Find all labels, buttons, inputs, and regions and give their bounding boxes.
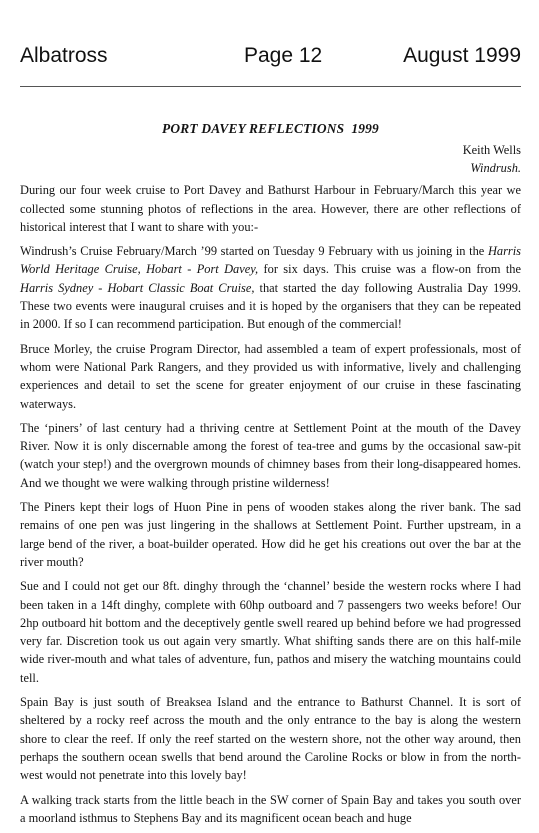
publication-name: Albatross (20, 44, 108, 67)
paragraph-2 (20, 242, 521, 333)
header-divider (20, 86, 521, 87)
article-title: PORT DAVEY REFLECTIONS 1999 (162, 121, 379, 136)
article-body (20, 120, 521, 833)
page-number: Page 12 (244, 44, 323, 67)
author-name: Keith Wells (462, 143, 521, 158)
paragraph-2-emphasis: Harris World Heritage Cruise, Hobart - Port Davey, (20, 244, 521, 277)
paragraph-2-text: for six days. This cruise was a flow-on from the (258, 262, 521, 277)
paragraph-3: Bruce Morley, the cruise Program Director, had assembled a team of expert professionals, most of whom were National Park Rangers, and they provided us with informative, lively and challenging experiences and detail to set the scene for greater enjoyment of our cruise in these fascinating waterways. (20, 341, 521, 411)
page-header (20, 44, 521, 72)
paragraph-8: A walking track starts from the little beach in the SW corner of Spain Bay and takes you south over a moorland isthmus to Stephens Bay and its magnificent ocean beach and huge (20, 792, 521, 825)
paragraph-2-text: Windrush’s Cruise February/March ’99 started on Tuesday 9 February with us joining in the (20, 244, 488, 259)
paragraph-7: Spain Bay is just south of Breaksea Island and the entrance to Bathurst Channel. It is sort of sheltered by a rocky reef across the mouth and the only entrance to the bay is along the western shore to clear the reef. If only the reef started on the western shore, not the other way around, then perhaps the southern ocean swells that bend around the Caroline Rocks or blow in from the north-west would not penetrate into this lovely bay! (20, 695, 521, 783)
paragraph-6: Sue and I could not get our 8ft. dinghy through the ‘channel’ beside the western rocks where I had been taken in a 14ft dinghy, complete with 60hp outboard and 7 passengers two weeks before! Our 2hp outboard hit bottom and the deceptively gentle swell reared up behind before we had progressed very far. Discretion took us out again very smartly. What shifting sands there are on this half-mile wide river-mouth and what tales of adventure, fun, pathos and misery the watching mountains could tell. (20, 579, 521, 685)
paragraph-4: The ‘piners’ of last century had a thriving centre at Settlement Point at the mouth of the Davey River. Now it is only discernable among the forest of tea-tree and gums by the occasional saw-pit (watch your step!) and the overgrown mounds of chimney bases from their long-disappeared homes. And we thought we were walking through pristine wilderness! (20, 420, 521, 490)
paragraph-5: The Piners kept their logs of Huon Pine in pens of wooden stakes along the river bank. The sad remains of one pen was just lingering in the shallows at Settlement Point. Further upstream, in a large bend of the river, a boat-builder operated. How did he get his creations out over the bar at the river mouth? (20, 500, 521, 569)
boat-name: Windrush. (470, 161, 521, 176)
paragraph-1: During our four week cruise to Port Davey and Bathurst Harbour in February/March this year we collected some stunning photos of reflections in the area. However, there are other reflections of historical interest that I want to share with you:- (20, 183, 521, 234)
byline (20, 141, 521, 177)
issue-date: August 1999 (403, 44, 521, 67)
paragraph-2-text: that started the day following Australia Day 1999. These two events were inaugural cruises and it is hoped by the organisers that they can be repeated in 2000. If so I can recommend participation. But enough of the commercial! (20, 280, 521, 332)
paragraph-2-emphasis: Harris Sydney - Hobart Classic Boat Cruise, (20, 280, 255, 295)
